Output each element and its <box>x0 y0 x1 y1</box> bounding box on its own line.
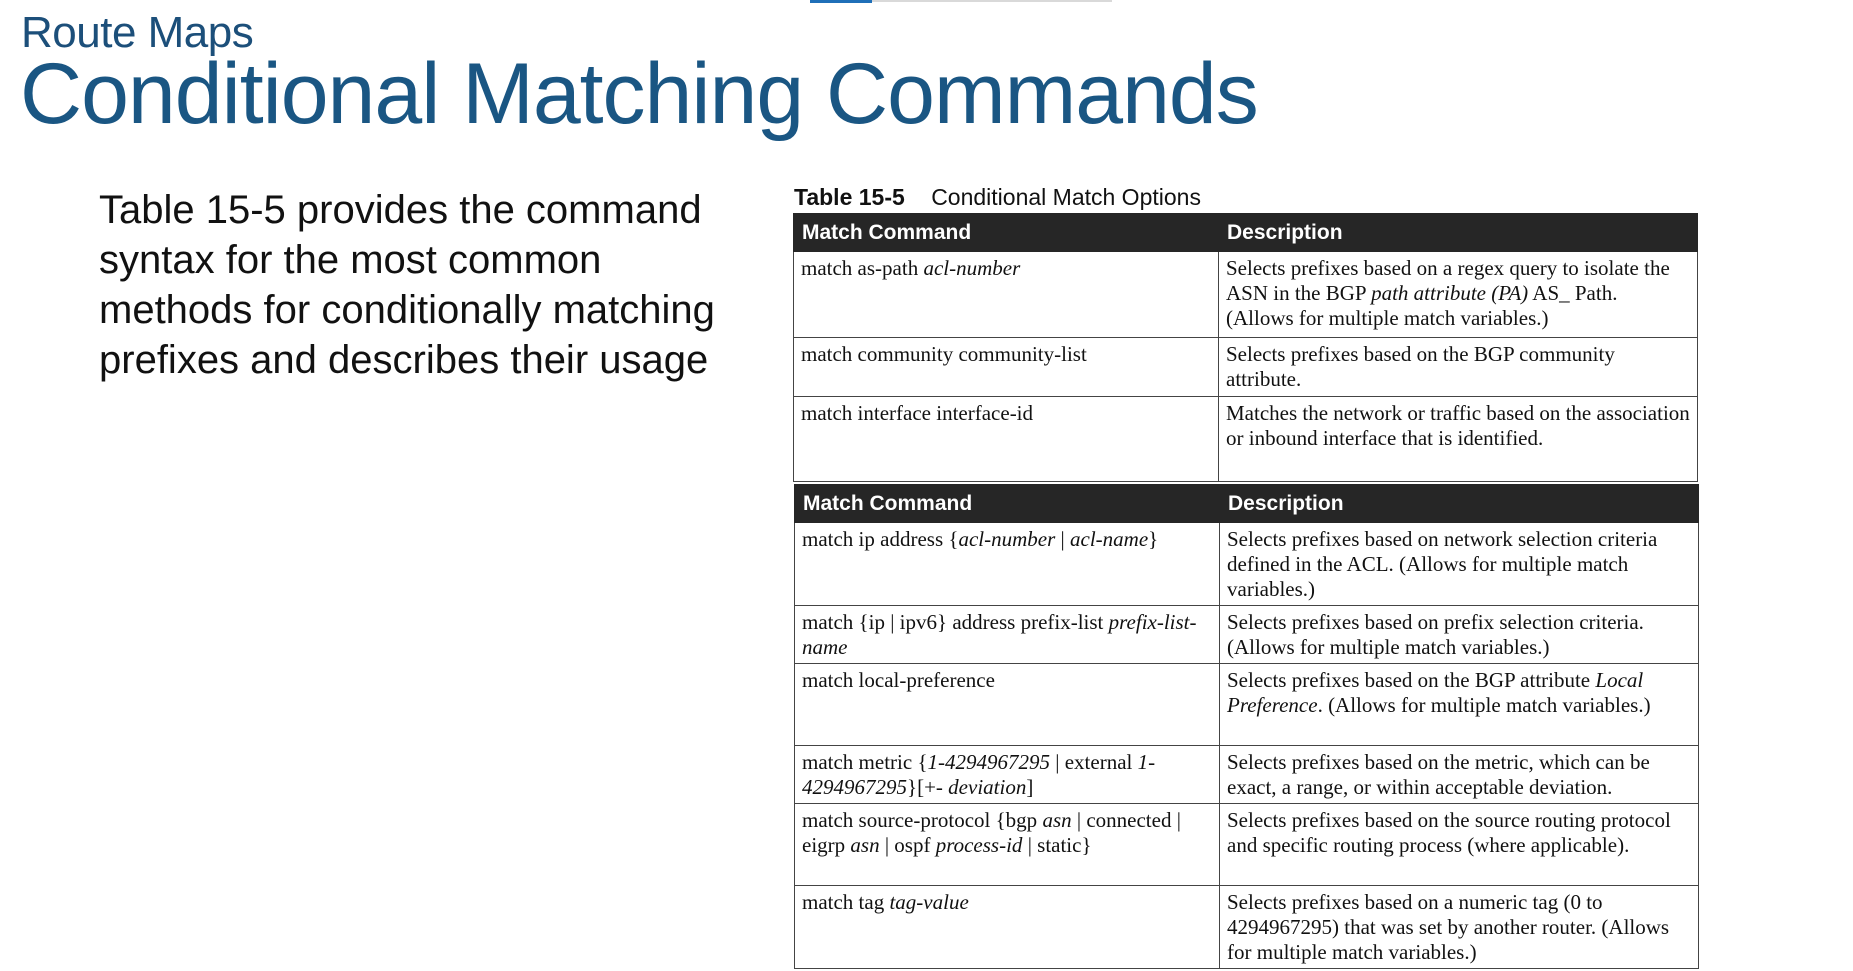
description-cell: Matches the network or traffic based on the association or inbound interface that is identified. <box>1219 397 1698 482</box>
command-argument: acl-number <box>958 527 1056 551</box>
table-caption-number: Table 15-5 <box>794 184 905 210</box>
command-cell: match as-path acl-number <box>794 252 1219 338</box>
command-cell: match ip address {acl-number | acl-name} <box>795 523 1220 606</box>
command-cell: match community community-list <box>794 338 1219 397</box>
table-row <box>794 338 1698 397</box>
description-cell: Selects prefixes based on a regex query to isolate the ASN in the BGP path attribute (PA) AS_ Path. (Allows for multiple match variables.) <box>1219 252 1698 338</box>
match-options-table-part2 <box>794 484 1699 969</box>
header-description: Description <box>1219 214 1698 252</box>
intro-text: Table 15-5 provides the command syntax for the most common methods for conditionally matching prefixes and describes their usage <box>99 188 715 382</box>
table-caption-title: Conditional Match Options <box>931 184 1201 210</box>
top-accent-bar <box>810 0 872 3</box>
table-header-row <box>794 214 1698 252</box>
command-argument: tag-value <box>889 890 969 914</box>
description-cell: Selects prefixes based on network selection criteria defined in the ACL. (Allows for multiple match variables.) <box>1220 523 1699 606</box>
table-header-row <box>795 485 1699 523</box>
table-row <box>795 886 1699 969</box>
header-match-command: Match Command <box>794 214 1219 252</box>
slide-subtitle: Route Maps <box>21 8 254 57</box>
command-cell: match metric {1-4294967295 | external 1-4294967295}[+- deviation] <box>795 746 1220 804</box>
command-argument: 1-4294967295 <box>927 750 1051 774</box>
match-options-table-part1 <box>793 213 1698 482</box>
table-row <box>795 606 1699 664</box>
description-term: Local Preference <box>1227 668 1644 717</box>
command-argument: prefix-list-name <box>802 610 1197 659</box>
description-cell: Selects prefixes based on the BGP community attribute. <box>1219 338 1698 397</box>
table-row <box>794 397 1698 482</box>
command-cell: match tag tag-value <box>795 886 1220 969</box>
command-cell: match local-preference <box>795 664 1220 746</box>
command-argument: acl-number <box>923 256 1021 280</box>
table-row <box>795 804 1699 886</box>
description-term: path attribute (PA) <box>1371 281 1529 305</box>
command-cell: match source-protocol {bgp asn | connected | eigrp asn | ospf process-id | static} <box>795 804 1220 886</box>
command-cell: match interface interface-id <box>794 397 1219 482</box>
command-argument: asn <box>1042 808 1072 832</box>
command-argument: acl-name <box>1070 527 1149 551</box>
slide-title: Conditional Matching Commands <box>20 46 1258 142</box>
table-caption <box>794 184 1201 211</box>
table-row <box>795 746 1699 804</box>
table-row <box>795 523 1699 606</box>
description-cell: Selects prefixes based on the BGP attribute Local Preference. (Allows for multiple match variables.) <box>1220 664 1699 746</box>
command-cell: match {ip | ipv6} address prefix-list prefix-list-name <box>795 606 1220 664</box>
command-argument: process-id <box>935 833 1023 857</box>
description-cell: Selects prefixes based on a numeric tag (0 to 4294967295) that was set by another router. (Allows for multiple match variables.) <box>1220 886 1699 969</box>
table-row <box>794 252 1698 338</box>
top-divider <box>872 0 1112 2</box>
command-argument: asn <box>850 833 880 857</box>
table-row <box>795 664 1699 746</box>
command-argument: 1-4294967295 <box>802 750 1156 799</box>
description-cell: Selects prefixes based on the source routing protocol and specific routing process (where applicable). <box>1220 804 1699 886</box>
description-cell: Selects prefixes based on the metric, which can be exact, a range, or within acceptable deviation. <box>1220 746 1699 804</box>
header-description: Description <box>1220 485 1699 523</box>
description-cell: Selects prefixes based on prefix selection criteria. (Allows for multiple match variables.) <box>1220 606 1699 664</box>
header-match-command: Match Command <box>795 485 1220 523</box>
command-argument: deviation <box>948 775 1027 799</box>
